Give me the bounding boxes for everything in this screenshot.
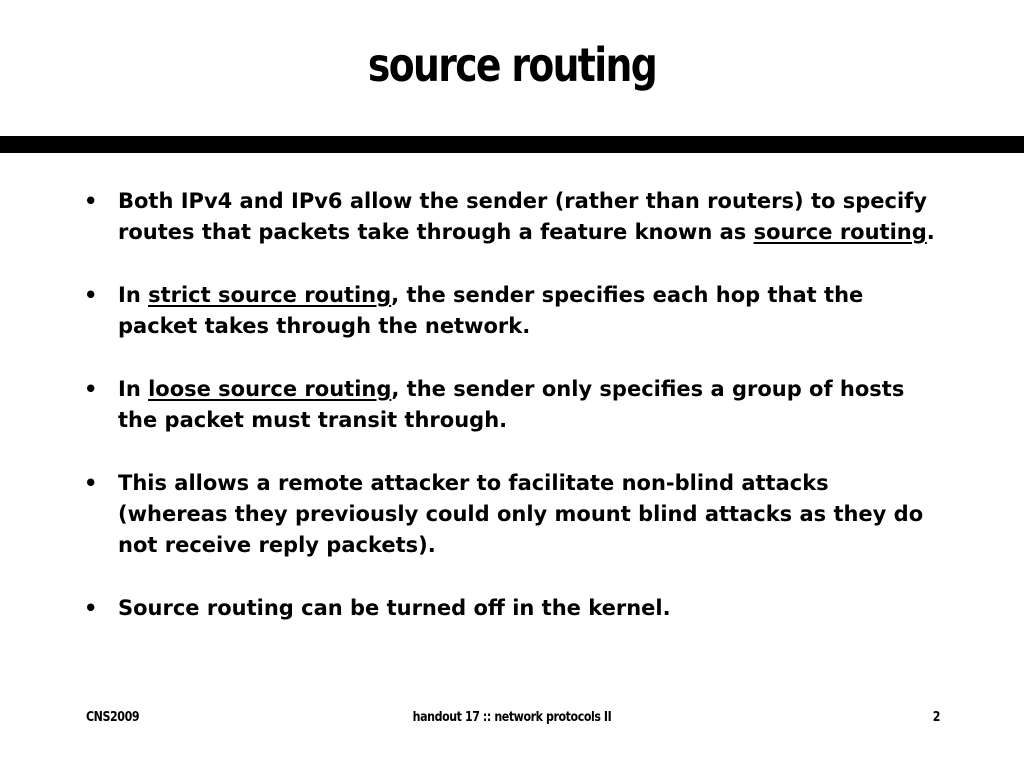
footer-page-number: 2 xyxy=(932,710,940,725)
bullet-text-tail: , the sender specifies each hop that the packet takes through the network. xyxy=(118,283,864,338)
bullet-text: In xyxy=(118,377,149,401)
bullet-item xyxy=(80,186,940,248)
bullet-dot: • xyxy=(84,283,98,307)
bullet-text-tail: , the sender only specifies a group of hosts the packet must transit through. xyxy=(118,377,905,432)
slide-title: source routing xyxy=(367,38,657,92)
title-divider-bar xyxy=(0,136,1024,153)
bullet-dot: • xyxy=(84,189,98,213)
bullet-underlined-term: strict source routing xyxy=(148,283,392,307)
bullet-text: Both IPv4 and IPv6 allow the sender (rather than routers) to specify routes that packets take through a feature known as xyxy=(118,189,927,244)
footer-handout-title: handout 17 :: network protocols II xyxy=(412,710,612,725)
bullet-item xyxy=(80,374,940,436)
bullet-dot: • xyxy=(84,596,98,620)
bullet-underlined-term: source routing xyxy=(753,220,927,244)
bullet-text: Source routing can be turned off in the kernel. xyxy=(118,596,671,620)
bullet-text-tail: . xyxy=(926,220,935,244)
bullet-item xyxy=(80,280,940,342)
bullet-text: This allows a remote attacker to facilitate non-blind attacks (whereas they previously could only mount blind attacks as they do not receive reply packets). xyxy=(118,471,924,557)
footer-course-code: CNS2009 xyxy=(86,710,140,725)
bullet-dot: • xyxy=(84,377,98,401)
bullet-dot: • xyxy=(84,471,98,495)
bullet-item xyxy=(80,468,940,561)
bullet-text: In xyxy=(118,283,149,307)
bullet-item xyxy=(80,593,940,624)
bullet-underlined-term: loose source routing xyxy=(148,377,392,401)
bullet-list xyxy=(80,186,940,656)
